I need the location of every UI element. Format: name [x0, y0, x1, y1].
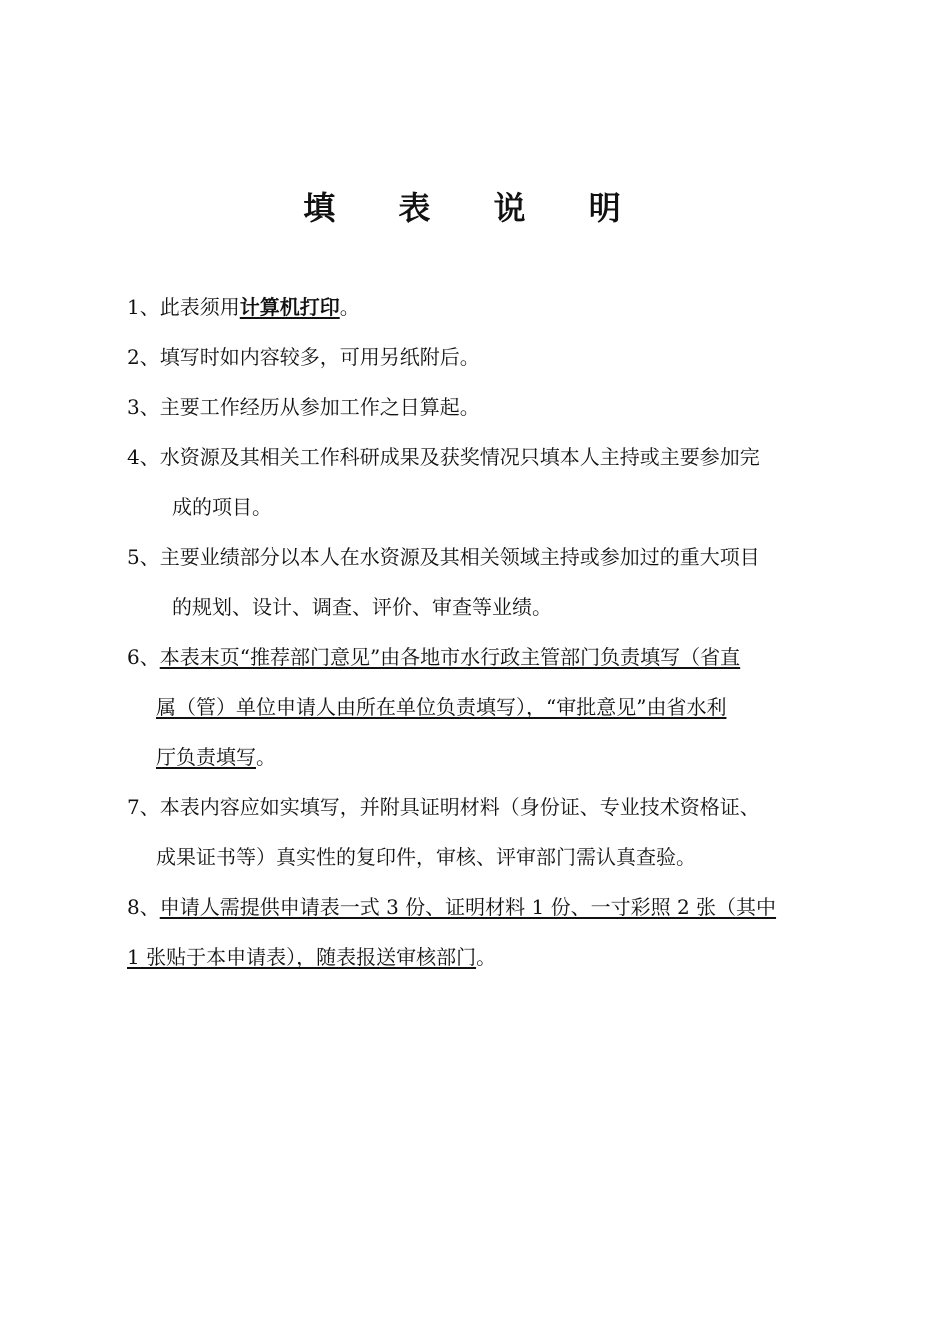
- item-emphasis: 计算机打印: [239, 295, 340, 319]
- item-number: 5、: [127, 545, 160, 569]
- instruction-item-5: [0, 542, 950, 572]
- instruction-item-8: [0, 892, 950, 922]
- instruction-item-6-continued: [0, 692, 950, 722]
- instruction-item-4: [0, 442, 950, 472]
- instruction-item-8-continued: [0, 942, 950, 972]
- item-number: 8、: [127, 895, 160, 919]
- item-text-underlined: 1 张贴于本申请表），随表报送审核部门: [127, 945, 477, 969]
- instruction-item-4-continued: [0, 492, 950, 522]
- item-text-underlined: 属（管）单位申请人由所在单位负责填写），“审批意见”由省水利: [156, 695, 727, 719]
- item-text: 水资源及其相关工作科研成果及获奖情况只填本人主持或主要参加完: [159, 445, 760, 469]
- item-text: 主要业绩部分以本人在水资源及其相关领域主持或参加过的重大项目: [159, 545, 760, 569]
- item-text: 成的项目。: [172, 495, 272, 519]
- item-number: 2、: [127, 345, 160, 369]
- item-text-underlined: 申请人需提供申请表一式 3 份、证明材料 1 份、一寸彩照 2 张（其中: [159, 895, 777, 919]
- item-text-end: 。: [339, 295, 360, 319]
- page-title: 填 表 说 明: [303, 189, 647, 227]
- item-number: 7、: [127, 795, 160, 819]
- item-text-end: 。: [476, 945, 497, 969]
- instruction-item-6: [0, 642, 950, 672]
- item-text-underlined: 本表末页“推荐部门意见”由各地市水行政主管部门负责填写（省直: [159, 645, 741, 669]
- item-number: 4、: [127, 445, 160, 469]
- item-text: 成果证书等）真实性的复印件，审核、评审部门需认真查验。: [156, 845, 696, 869]
- item-number: 3、: [127, 395, 160, 419]
- instruction-item-7: [0, 792, 950, 822]
- item-number: 1、: [127, 295, 160, 319]
- item-text: 主要工作经历从参加工作之日算起。: [159, 395, 480, 419]
- instruction-item-1: [0, 292, 950, 322]
- item-text-end: 。: [256, 745, 276, 769]
- instruction-item-3: [0, 392, 950, 422]
- item-number: 6、: [127, 645, 160, 669]
- item-text: 此表须用: [159, 295, 240, 319]
- instruction-item-6-continued: [0, 742, 950, 772]
- item-text: 本表内容应如实填写，并附具证明材料（身份证、专业技术资格证、: [159, 795, 760, 819]
- instruction-item-7-continued: [0, 842, 950, 872]
- instruction-item-2: [0, 342, 950, 372]
- instruction-item-5-continued: [0, 592, 950, 622]
- item-text: 填写时如内容较多，可用另纸附后。: [159, 345, 480, 369]
- item-text-underlined: 厅负责填写: [156, 745, 256, 769]
- item-text: 的规划、设计、调查、评价、审查等业绩。: [172, 595, 552, 619]
